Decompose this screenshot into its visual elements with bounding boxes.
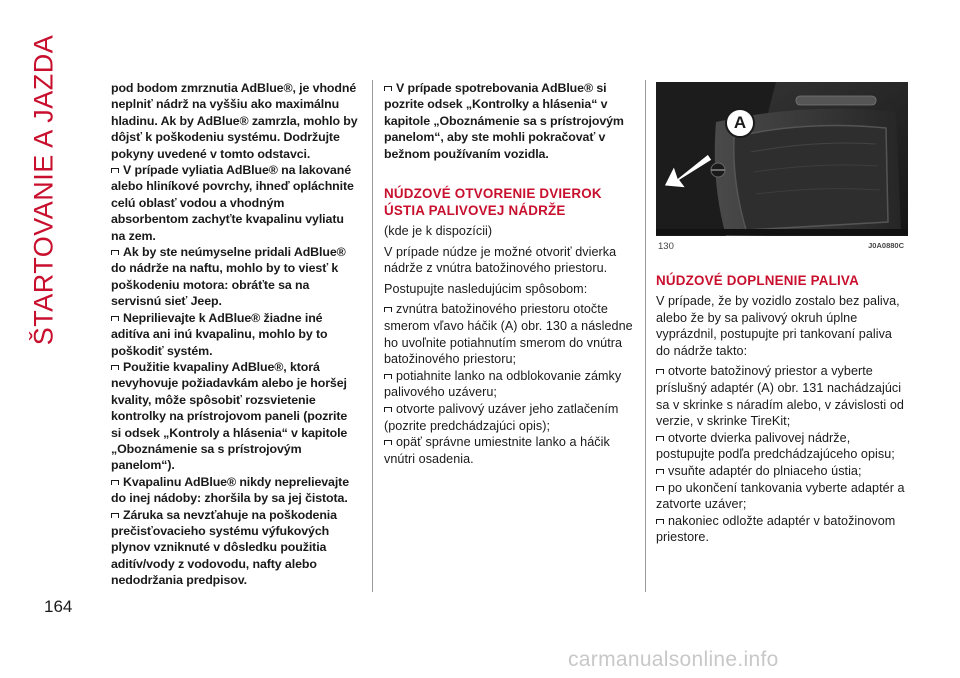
bullet-icon	[384, 374, 392, 379]
column-2	[384, 80, 634, 467]
warning-item: V prípade spotrebovania AdBlue® si pozrite odsek „Kontrolky a hlásenia“ v kapitole „Oboznámenie sa s prístrojovým panelom“, aby ste mohli pokračovať v bežnom používaním vozidla.	[384, 81, 624, 161]
column-1	[111, 80, 359, 589]
bullet-icon	[384, 86, 392, 91]
chapter-title	[18, 34, 70, 346]
step-item: zvnútra batožinového priestoru otočte smerom vľavo háčik (A) obr. 130 a následne ho uvoľnite potiahnutím smerom do vnútra batožinového priestoru;	[384, 302, 633, 367]
bullet-icon	[384, 407, 392, 412]
callout-label-a: A	[725, 108, 755, 138]
warning-item: Kvapalinu AdBlue® nikdy neprelievajte do inej nádoby: zhoršila by sa jej čistota.	[111, 474, 349, 506]
paragraph: V prípade núdze je možné otvoriť dvierka nádrže z vnútra batožinového priestoru.	[384, 244, 617, 276]
warning-item: Neprilievajte k AdBlue® žiadne iné aditíva ani inú kvapalinu, mohlo by to poškodiť systém.	[111, 310, 328, 358]
bullet-icon	[656, 486, 664, 491]
step-item: opäť správne umiestnite lanko a háčik vnútri osadenia.	[384, 435, 610, 466]
step-item: potiahnite lanko na odblokovanie zámky palivového uzáveru;	[384, 368, 622, 400]
bullet-icon	[656, 469, 664, 474]
column-divider	[645, 80, 646, 592]
bullet-icon	[384, 440, 392, 445]
figure-trunk-hook	[656, 82, 908, 236]
paragraph: Postupujte nasledujúcim spôsobom:	[384, 281, 588, 296]
step-item: vsuňte adaptér do plniaceho ústia;	[656, 463, 908, 480]
warning-item: Ak by ste neúmyselne pridali AdBlue® do nádrže na naftu, mohlo by to viesť k poškodeniu motora: obráťte sa na servisnú sieť Jeep.	[111, 245, 346, 309]
section-heading-emergency-opening: NÚDZOVÉ OTVORENIE DVIEROK ÚSTIA PALIVOVEJ NÁDRŽE	[384, 186, 602, 219]
bullet-icon	[111, 480, 119, 485]
paragraph: (kde je k dispozícii)	[384, 224, 493, 239]
bullet-icon	[656, 369, 664, 374]
bullet-icon	[111, 250, 119, 255]
column-3	[656, 272, 908, 546]
step-item: otvorte palivový uzáver jeho zatlačením (pozrite predchádzajúci opis);	[384, 401, 619, 433]
bullet-icon	[111, 168, 119, 173]
watermark: carmanualsonline.info	[568, 648, 779, 671]
figure-code: J0A0880C	[868, 241, 904, 250]
bullet-icon	[111, 365, 119, 370]
bullet-icon	[111, 513, 119, 518]
step-item: po ukončení tankovania vyberte adaptér a zatvorte uzáver;	[656, 480, 905, 512]
bullet-icon	[384, 307, 392, 312]
step-item: otvorte dvierka palivovej nádrže, postupujte podľa predchádzajúceho opisu;	[656, 430, 895, 462]
warning-item: Záruka sa nevzťahuje na poškodenia prečisťovacieho systému výfukových plynov vzniknuté v dôsledku použitia aditív/vody z vodovodu, nafty alebo nedodržania predpisov.	[111, 507, 337, 588]
step-item: otvorte batožinový priestor a vyberte príslušný adaptér (A) obr. 131 nachádzajúci sa v skrinke s náradím alebo, v závislosti od verzie, v skrinke TireKit;	[656, 364, 904, 429]
section-heading-emergency-refuel: NÚDZOVÉ DOPLNENIE PALIVA	[656, 273, 859, 288]
bullet-icon	[656, 519, 664, 524]
warning-item: Použitie kvapaliny AdBlue®, ktorá nevyhovuje požiadavkám alebo je horšej kvality, môže spôsobiť rozsvietenie kontrolky na prístrojovom paneli (pozrite si odsek „Kontroly a hlásenia“ v kapitole „Oboznámenie sa s prístrojovým panelom“).	[111, 359, 348, 473]
bullet-icon	[111, 316, 119, 321]
arrow-left-icon	[656, 82, 908, 236]
figure-caption	[656, 241, 908, 253]
paragraph: V prípade, že by vozidlo zostalo bez paliva, alebo že by sa palivový okruh úplne vyprázdnil, postupujte pri tankovaní paliva do nádrže takto:	[656, 294, 900, 358]
column-divider	[372, 80, 373, 592]
chapter-title-text: ŠTARTOVANIE A JAZDA	[28, 34, 59, 346]
warning-intro: pod bodom zmrznutia AdBlue®, je vhodné neplniť nádrž na vyššiu ako maximálnu hladinu. Ak by AdBlue® zamrzla, mohlo by dôjsť k poškodeniu systému. Dodržujte pokyny uvedené v tomto odstavci.	[111, 81, 358, 161]
page-number: 164	[44, 597, 73, 616]
warning-item: V prípade vyliatia AdBlue® na lakované alebo hliníkové povrchy, ihneď opláchnite celú oblasť vodou a vhodným absorbentom zachyťte kvapalinu vyliatu na zem.	[111, 163, 354, 243]
step-item: nakoniec odložte adaptér v batožinovom priestore.	[656, 513, 896, 545]
figure-number: 130	[658, 241, 674, 252]
bullet-icon	[656, 436, 664, 441]
